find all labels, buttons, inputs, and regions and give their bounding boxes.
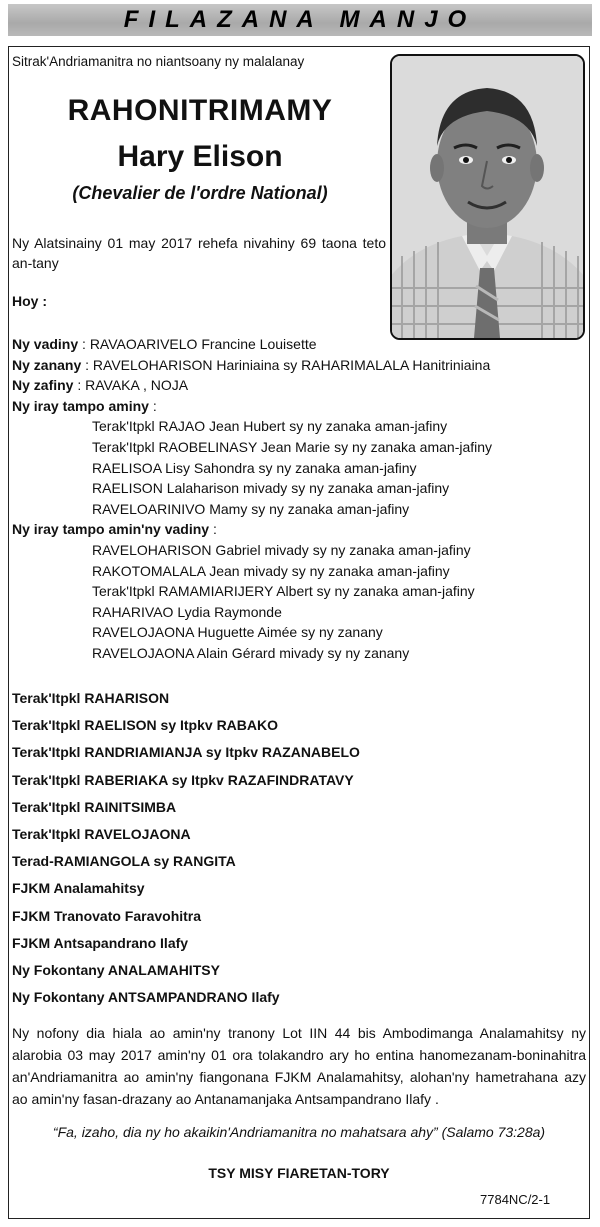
spouse-label: Ny vadiny [12, 336, 79, 352]
spouse-separator: : [78, 336, 90, 352]
children-text: RAVELOHARISON Hariniaina sy RAHARIMALALA Hanitriniaina [92, 356, 491, 373]
sibling-item: RAELISOA Lisy Sahondra sy ny zanaka aman-jafiny [92, 459, 417, 476]
siblings-heading [12, 396, 582, 417]
family-list [12, 334, 582, 664]
sibling-item: RAELISON Lalaharison mivady sy ny zanaka aman-jafiny [92, 480, 450, 497]
hoy-label: Hoy : [12, 293, 47, 309]
siblings-colon: : [148, 397, 157, 414]
in-law-item: RAVELOJAONA Alain Gérard mivady sy ny zanany [92, 644, 410, 661]
group-item: Ny Fokontany ANTSAMPANDRANO Ilafy [12, 989, 280, 1006]
header-title: FILAZANA MANJO [123, 6, 477, 33]
group-item: FJKM Analamahitsy [12, 880, 145, 897]
group-item: Terak'Itpkl RAELISON sy Itpkv RABAKO [12, 717, 279, 734]
reference-code: 7784NC/2-1 [480, 1192, 551, 1207]
deceased-surname: RAHONITRIMAMY [67, 94, 333, 127]
siblings-label: Ny iray tampo aminy [12, 397, 149, 414]
children-row [12, 355, 582, 376]
sibling-item: RAVELOARINIVO Mamy sy ny zanaka aman-jafiny [92, 500, 410, 517]
intro-line: Sitrak'Andriamanitra no niantsoany ny malalanay [12, 54, 305, 69]
in-law-item: Terak'Itpkl RAMAMIARIJERY Albert sy ny zanaka aman-jafiny [92, 583, 475, 600]
group-item: Terad-RAMIANGOLA sy RANGITA [12, 853, 236, 870]
group-item: Ny Fokontany ANALAMAHITSY [12, 961, 220, 978]
in-law-item: RAHARIVAO Lydia Raymonde [92, 603, 282, 620]
header-banner [8, 4, 592, 36]
spouse-text: RAVAOARIVELO Francine Louisette [89, 336, 317, 352]
group-item: FJKM Tranovato Faravohitra [12, 907, 202, 924]
portrait-image [392, 56, 583, 338]
death-date-line: Ny Alatsinainy 01 may 2017 rehefa nivahiny 69 taona teto an-tany [12, 235, 386, 271]
grandchildren-row [12, 375, 582, 396]
in-law-item: RAVELOJAONA Huguette Aimée sy ny zanany [92, 624, 383, 641]
honor-title: (Chevalier de l'ordre National) [72, 183, 328, 203]
in-laws-heading [12, 519, 582, 540]
children-label: Ny zanany [12, 356, 82, 373]
sibling-item: Terak'Itpkl RAOBELINASY Jean Marie sy ny zanaka aman-jafiny [92, 438, 493, 455]
grandchildren-label: Ny zafiny [12, 377, 74, 394]
group-item: Terak'Itpkl RABERIAKA sy Itpkv RAZAFINDRATAVY [12, 771, 354, 788]
group-item: Terak'Itpkl RAINITSIMBA [12, 798, 177, 815]
portrait-photo [390, 54, 585, 340]
funeral-details: Ny nofony dia hiala ao amin'ny tranony Lot IIN 44 bis Ambodimanga Analamahitsy ny alarobia 03 may 2017 amin'ny 01 ora tolakandro ary ho entina hanomezanam-boninahitra an'Andriamanitra ao amin'ny fiangonana FJKM Analamahitsy, alohan'ny hametrahana azy ao amin'ny fasan-drazany ao Antanamanjaka Antsampandrano Ilafy . [12, 1025, 586, 1107]
grandchildren-separator: : [73, 377, 86, 394]
in-law-item: RAKOTOMALALA Jean mivady sy ny zanaka aman-jafiny [92, 562, 450, 579]
in-law-item: RAVELOHARISON Gabriel mivady sy ny zanaka aman-jafiny [92, 541, 471, 558]
group-item: FJKM Antsapandrano Ilafy [12, 934, 189, 951]
closing-line: TSY MISY FIARETAN-TORY [208, 1165, 390, 1181]
group-item: Terak'Itpkl RANDRIAMIANJA sy Itpkv RAZANABELO [12, 744, 360, 761]
spouse-row [12, 334, 582, 355]
group-item: Terak'Itpkl RAVELOJAONA [12, 825, 191, 842]
in-laws-label: Ny iray tampo amin'ny vadiny [12, 521, 210, 538]
groups-list [12, 688, 582, 1014]
children-separator: : [81, 356, 93, 373]
grandchildren-text: RAVAKA , NOJA [85, 377, 189, 394]
sibling-item: Terak'Itpkl RAJAO Jean Hubert sy ny zanaka aman-jafiny [92, 418, 448, 435]
bible-quote: “Fa, izaho, dia ny ho akaikin'Andriamanitra no mahatsara ahy” (Salamo 73:28a) [52, 1124, 546, 1140]
in-laws-colon: : [209, 521, 217, 538]
deceased-given-name: Hary Elison [117, 140, 283, 173]
group-item: Terak'Itpkl RAHARISON [12, 690, 170, 706]
